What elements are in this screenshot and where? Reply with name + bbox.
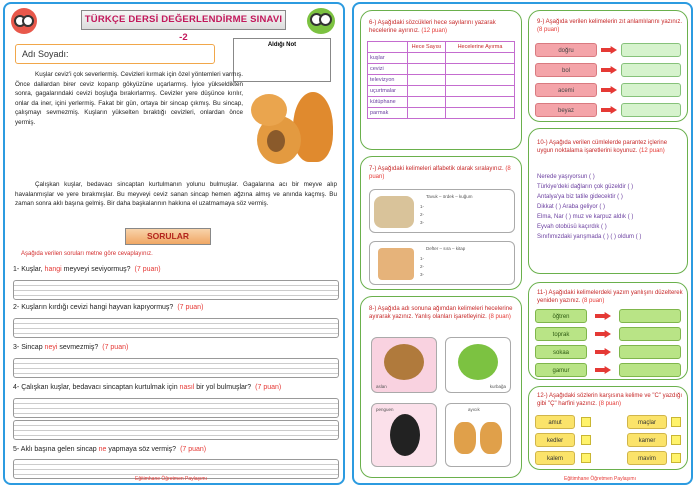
answer-lines-4a[interactable]: [13, 398, 339, 418]
question-2: 2- Kuşların kırdığı cevizi hangi hayvan kapıyormuş? (7 puan): [13, 304, 204, 311]
c-word-right-3: mavim: [627, 451, 667, 465]
right-page: [352, 2, 693, 485]
punctuation-sentence: Sınıfımızdaki yarışmada ( ) ( ) oldum ( ): [537, 234, 642, 240]
question-6-title: 6-) Aşağıdaki sözcükleri hece sayılarını yazarak hecelerine ayırınız. (12 puan): [369, 20, 496, 34]
name-field[interactable]: Adı Soyadı:: [15, 44, 215, 64]
antonym-word-4: beyaz: [535, 103, 597, 117]
arrow-icon: [595, 348, 611, 356]
arrow-icon: [601, 86, 617, 94]
arrow-icon: [601, 106, 617, 114]
picture-aslan: aslan: [371, 337, 437, 393]
question-3: 3- Sincap neyi sevmezmiş? (7 puan): [13, 344, 129, 351]
c-word-right-1: maçlar: [627, 415, 667, 429]
arrow-icon: [595, 312, 611, 320]
antonym-answer-1[interactable]: [621, 43, 681, 57]
punctuation-sentence: Dikkat ( ) Araba geliyor ( ): [537, 204, 606, 210]
bear-illustration: [480, 422, 502, 454]
question-9-panel: [528, 10, 688, 122]
answer-box[interactable]: [581, 453, 591, 463]
arrow-icon: [595, 330, 611, 338]
spelling-answer-1[interactable]: [619, 309, 681, 323]
c-word-left-2: kedler: [535, 433, 575, 447]
picture-ayicik: ayıcık: [445, 403, 511, 467]
arrow-icon: [601, 66, 617, 74]
table-row: parmak: [368, 108, 515, 119]
table-row: kütüphane: [368, 97, 515, 108]
c-word-left-3: kalem: [535, 451, 575, 465]
answer-box[interactable]: [581, 435, 591, 445]
spelling-answer-4[interactable]: [619, 363, 681, 377]
penguin-illustration: [390, 414, 420, 456]
birds-illustration: [374, 196, 414, 228]
question-9-title: 9-) Aşağıda verilen kelimelerin zıt anlamlılarını yazınız. (8 puan): [537, 19, 683, 33]
spelling-word-3: sokaa: [535, 345, 587, 359]
answer-box[interactable]: [581, 417, 591, 427]
picture-kurbaga: kurbağa: [445, 337, 511, 393]
punctuation-sentence: Türkiye'deki dağların çok güzeldir ( ): [537, 184, 634, 190]
question-6-panel: [360, 10, 522, 150]
antonym-word-1: doğru: [535, 43, 597, 57]
question-1: 1- Kuşlar, hangi meyveyi seviyormuş? (7 puan): [13, 266, 161, 273]
instruction-text: Aşağıda verilen soruları metne göre cevaplayınız.: [21, 251, 153, 257]
squirrel-illustration: [243, 86, 335, 170]
answer-lines-4b[interactable]: [13, 420, 339, 440]
spelling-word-2: toprak: [535, 327, 587, 341]
arrow-icon: [595, 366, 611, 374]
arrow-icon: [601, 46, 617, 54]
answer-box[interactable]: [671, 453, 681, 463]
left-page: [3, 2, 345, 485]
spelling-answer-3[interactable]: [619, 345, 681, 359]
antonym-answer-4[interactable]: [621, 103, 681, 117]
question-7-panel: [360, 156, 522, 290]
col-syllable-count: Hece Sayısı: [408, 42, 446, 53]
picture-penguen: penguen: [371, 403, 437, 467]
c-word-right-2: kamer: [627, 433, 667, 447]
page-title: TÜRKÇE DERSİ DEĞERLENDİRME SINAVI -2: [81, 10, 286, 30]
answer-box[interactable]: [671, 417, 681, 427]
lion-illustration: [384, 344, 424, 380]
c-word-left-1: amut: [535, 415, 575, 429]
spelling-word-4: gamur: [535, 363, 587, 377]
table-row: cevizi: [368, 64, 515, 75]
punctuation-sentence: Eyvah otobüsü kaçırdık ( ): [537, 224, 607, 230]
question-10-title: 10-) Aşağıda verilen cümlelerde parantez içlerine uygun noktalama işaretlerini koyunuz. (12 puan): [537, 140, 668, 154]
punctuation-sentence: Antalya'ya biz tatile gidecektir ( ): [537, 194, 623, 200]
grade-box: Aldığı Not: [233, 38, 331, 82]
antonym-word-2: bol: [535, 63, 597, 77]
question-12-panel: [528, 386, 688, 470]
col-syllable-split: Hecelerine Ayırma: [446, 42, 515, 53]
desk-illustration: [378, 248, 414, 280]
table-row: televizyon: [368, 75, 515, 86]
question-4: 4- Çalışkan kuşlar, bedavacı sincaptan kurtulmak için nasıl bir yol bulmuşlar? (7 puan): [13, 384, 282, 391]
table-row: kuşlar: [368, 53, 515, 64]
footer-text: Eğitimhane Öğretmen Paylaşımı: [135, 476, 207, 482]
spelling-answer-2[interactable]: [619, 327, 681, 341]
spelling-word-1: öğtren: [535, 309, 587, 323]
question-10-panel: [528, 128, 688, 274]
answer-lines-3[interactable]: [13, 358, 339, 378]
frog-illustration: [458, 344, 498, 380]
antonym-word-3: acemi: [535, 83, 597, 97]
question-7-title: 7-) Aşağıdaki kelimeleri alfabetik olarak sıralayınız. (8 puan): [369, 166, 511, 180]
antonym-answer-2[interactable]: [621, 63, 681, 77]
footer-text: Eğitimhane Öğretmen Paylaşımı: [564, 476, 636, 482]
bear-illustration: [454, 422, 476, 454]
frog-icon: [307, 8, 335, 34]
questions-heading: SORULAR: [125, 228, 211, 245]
antonym-answer-3[interactable]: [621, 83, 681, 97]
alphabet-set-1: Tavuk – ördek – kuğum 1- 2- 3-: [369, 189, 515, 233]
question-11-title: 11-) Aşağıdaki kelimelerdeki yazım yanlışını düzelterek yeniden yazınız. (8 puan): [537, 290, 683, 304]
punctuation-sentence: Nerede yaşıyorsun ( ): [537, 174, 595, 180]
story-paragraph-2: Çalışkan kuşlar, bedavacı sincaptan kurtulmanın yolunu bulmuşlar. Gagalarına acı bir meyve alıp havalanmışlar ve yere bırakmışlar. Bu meyveyi ceviz sanan sincap hemen ağzına almış ve anında kaçmış. Bu zaman sonra aklı başına gelmiş. Bir daha başkalarının hakkına el uzatmamaya söz vermiş.: [15, 181, 337, 208]
syllable-table: [367, 41, 515, 119]
question-8-panel: [360, 296, 522, 478]
table-row: uçurtmalar: [368, 86, 515, 97]
question-12-title: 12-) Aşağıdaki sözlerin karşısına kelime ve "C" yazdığı gibi "Ç" harfini yazınız. (8 puan): [537, 393, 682, 407]
answer-box[interactable]: [671, 435, 681, 445]
question-11-panel: [528, 282, 688, 380]
question-8-title: 8-) Aşağıda adı sonuna ağımdan kelimeleri hecelerine ayırarak yazınız. Yanlış olanları işaretleyiniz. (8 puan): [369, 306, 513, 320]
answer-lines-1[interactable]: [13, 280, 339, 300]
story-paragraph-1: Kuşlar ceviz'i çok severlermiş. Cevizleri kırmak için özel yöntemleri varmış. Önce dallardan birer ceviz koparıp gökyüzüne uçarlarmış. İyice yükseldikten sonra, gagalarındaki cevizi boşluğa bırakırlarmış. Cevizler yere düşünce kırılır, onlar da iner, içini yerlermiş. Fakat bir gün, ortaya bir sincap çıkmış. Bu sincap, çalışmayı sevmezmiş. Kuşların yükselten bıraktığı cevizleri, onlardan önce yermiş.: [15, 71, 243, 126]
question-5: 5- Aklı başına gelen sincap ne yapmaya söz vermiş? (7 puan): [13, 446, 207, 453]
answer-lines-2[interactable]: [13, 318, 339, 338]
owl-icon: [11, 8, 37, 34]
alphabet-set-2: Defter – sıra – kitap 1- 2- 3-: [369, 241, 515, 285]
punctuation-sentence: Elma, Nar ( ) muz ve karpuz aldık ( ): [537, 214, 634, 220]
